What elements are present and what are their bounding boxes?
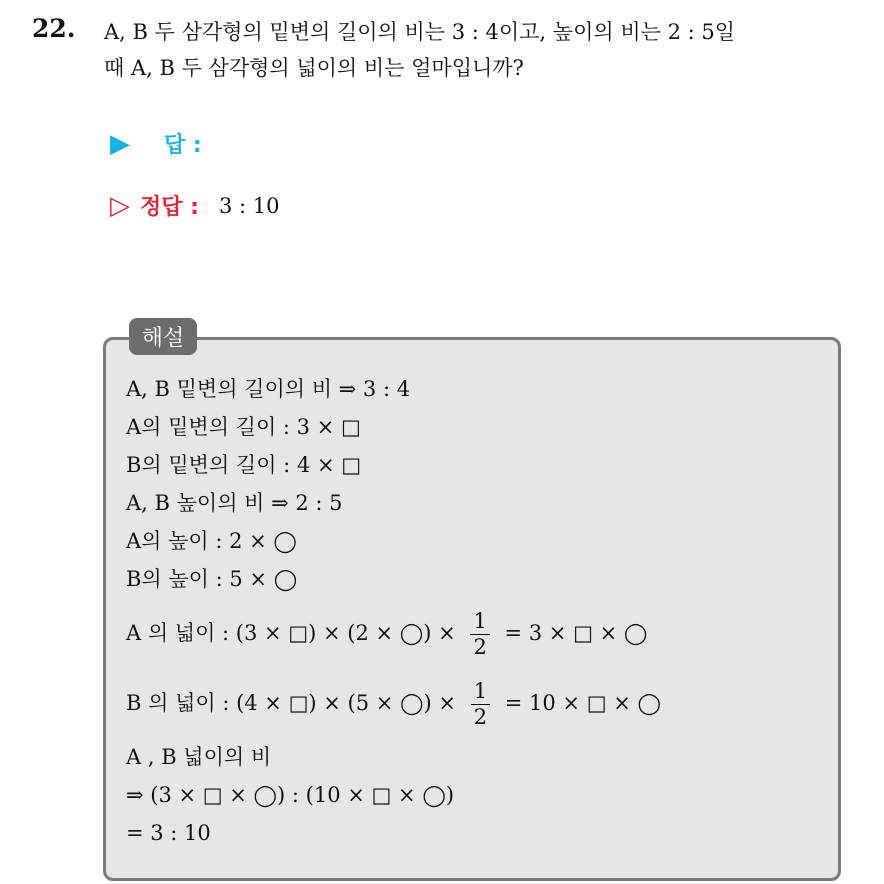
fraction-denominator: 2: [473, 705, 488, 729]
area-b-fraction: [471, 679, 490, 730]
solution-line: B의 밑변의 길이 : 4 × □: [126, 453, 362, 477]
area-a-left: A 의 넓이 : (3 × □) × (2 × ◯) ×: [126, 621, 456, 645]
solution-line: = 3 : 10: [126, 821, 211, 845]
solution-line: A, B 밑변의 길이의 비 ⇒ 3 : 4: [126, 377, 411, 401]
fraction-numerator: 1: [470, 609, 489, 635]
fraction-numerator: 1: [471, 679, 490, 705]
outline-arrow-icon: ▷: [110, 190, 130, 221]
answer-row: [110, 128, 222, 159]
correct-answer-label: 정답 :: [140, 195, 199, 220]
area-a-right: = 3 × □ × ◯: [504, 621, 648, 645]
question-line-2: 때 A, B 두 삼각형의 넓이의 비는 얼마입니까?: [104, 56, 524, 80]
solution-line: ⇒ (3 × □ × ◯) : (10 × □ × ◯): [126, 783, 455, 807]
solution-tag: 해설: [129, 318, 197, 355]
solution-content: [126, 370, 661, 852]
area-a-line: [126, 598, 661, 668]
area-b-left: B 의 넓이 : (4 × □) × (5 × ◯) ×: [126, 691, 457, 715]
question-text: [104, 14, 864, 86]
question-line-1: A, B 두 삼각형의 밑변의 길이의 비는 3 : 4이고, 높이의 비는 2 : 5일: [104, 20, 736, 44]
solution-line: A의 높이 : 2 × ◯: [126, 529, 297, 553]
solution-line: A, B 높이의 비 ⇒ 2 : 5: [126, 491, 343, 515]
area-a-fraction: [470, 609, 489, 660]
area-b-line: [126, 668, 661, 738]
play-arrow-icon: ▶: [110, 128, 130, 159]
solution-line: B의 높이 : 5 × ◯: [126, 567, 298, 591]
solution-line: A의 밑변의 길이 : 3 × □: [126, 415, 361, 439]
correct-answer-row: [110, 190, 279, 221]
solution-line: A , B 넓이의 비: [126, 745, 272, 769]
fraction-denominator: 2: [473, 635, 487, 659]
question-number: 22.: [32, 14, 76, 43]
correct-answer-value: 3 : 10: [218, 193, 280, 218]
answer-label: 답 :: [164, 133, 202, 158]
area-b-right: = 10 × □ × ◯: [504, 691, 661, 715]
